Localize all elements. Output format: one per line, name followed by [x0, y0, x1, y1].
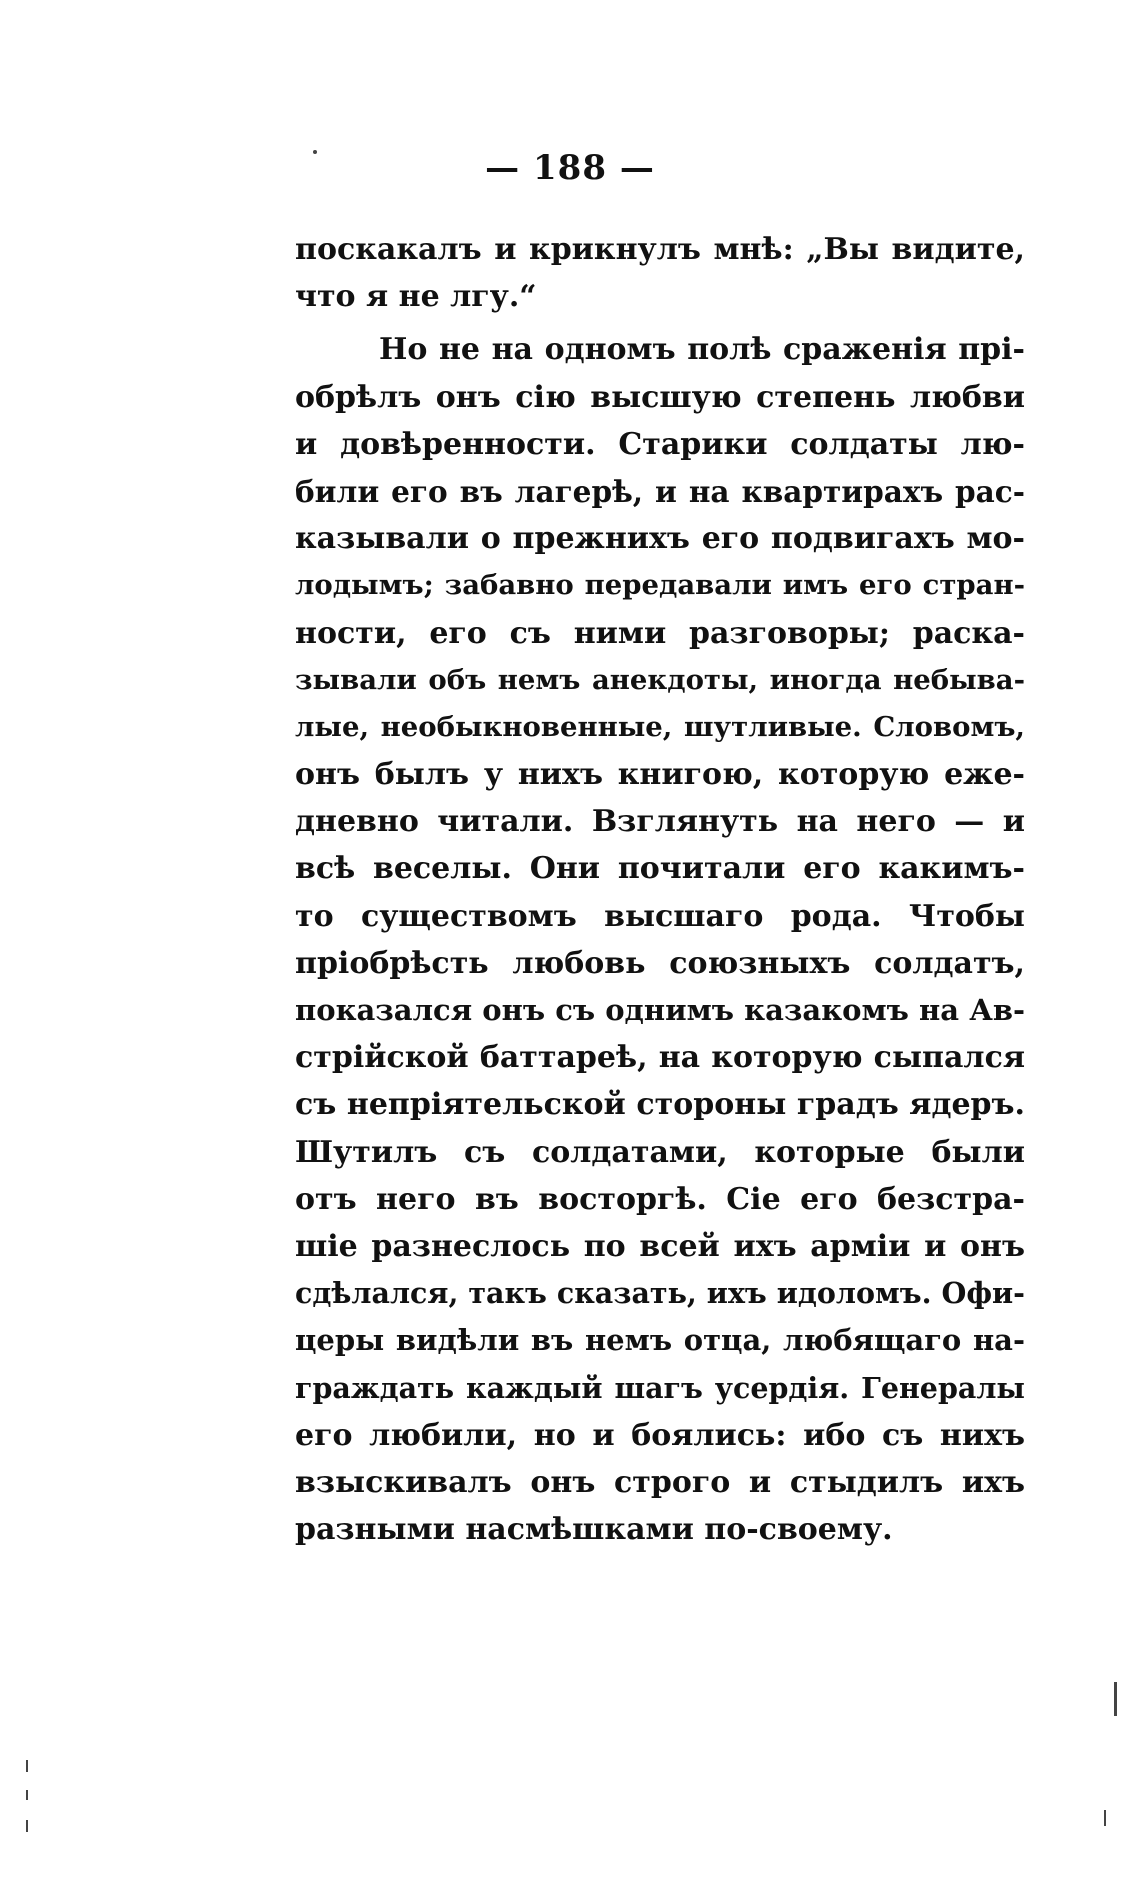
text-line: его любили, но и боялись: ибо съ нихъ — [295, 1417, 1025, 1453]
text-line: лодымъ; забавно передавали имъ его стран- — [295, 569, 1025, 602]
scan-speck — [1114, 1682, 1117, 1716]
text-line: били его въ лагерѣ, и на квартирахъ рас- — [295, 473, 1025, 509]
text-line: разными насмѣшками по-своему. — [295, 1512, 893, 1548]
text-line: шіе разнеслось по всей ихъ арміи и онъ — [295, 1228, 1025, 1264]
text-line: онъ былъ у нихъ книгою, которую еже- — [295, 757, 1025, 793]
text-line: поскакалъ и крикнулъ мнѣ: „Вы видите, — [295, 232, 1025, 267]
text-line: отъ него въ восторгѣ. Сіе его безстра- — [295, 1181, 1025, 1217]
text-line: и довѣренности. Старики солдаты лю- — [295, 426, 1025, 462]
scan-speck — [26, 1790, 28, 1800]
text-line: то существомъ высшаго рода. Чтобы — [295, 898, 1025, 934]
text-line: Шутилъ съ солдатами, которые были — [295, 1134, 1025, 1170]
text-line: Но не на одномъ полѣ сраженія прі- — [379, 332, 1025, 368]
scan-speck — [313, 150, 317, 154]
text-line: взыскивалъ онъ строго и стыдилъ ихъ — [295, 1464, 1025, 1500]
text-line: что я не лгу.“ — [295, 279, 537, 315]
text-line: лые, необыкновенные, шутливые. Словомъ, — [295, 710, 1025, 743]
text-line: всѣ веселы. Они почитали его какимъ- — [295, 851, 1025, 887]
body-text — [295, 226, 1025, 1553]
text-line: граждать каждый шагъ усердія. Генералы — [295, 1370, 1025, 1405]
text-line: стрійской баттареѣ, на которую сыпался — [295, 1040, 1025, 1076]
text-line: пріобрѣсть любовь союзныхъ солдатъ, — [295, 945, 1025, 981]
page-number: — 188 — — [485, 148, 655, 188]
text-line: показался онъ съ однимъ казакомъ на Ав- — [295, 993, 1025, 1027]
text-line: казывали о прежнихъ его подвигахъ мо- — [295, 521, 1025, 557]
text-line: дневно читали. Взглянуть на него — и — [295, 804, 1025, 840]
scan-speck — [1104, 1810, 1106, 1826]
paragraph — [295, 226, 1025, 320]
text-line: обрѣлъ онъ сію высшую степень любви — [295, 379, 1025, 415]
text-line: церы видѣли въ немъ отца, любящаго на- — [295, 1323, 1025, 1358]
text-line: съ непріятельской стороны градъ ядеръ. — [295, 1087, 1025, 1123]
text-line: ности, его съ ними разговоры; раска- — [295, 615, 1025, 651]
scan-speck — [26, 1820, 28, 1832]
scan-speck — [26, 1760, 28, 1772]
text-line: сдѣлался, такъ сказать, ихъ идоломъ. Офи- — [295, 1276, 1025, 1311]
text-line: зывали объ немъ анекдоты, иногда небыва- — [295, 663, 1025, 696]
paragraph — [295, 326, 1025, 1553]
